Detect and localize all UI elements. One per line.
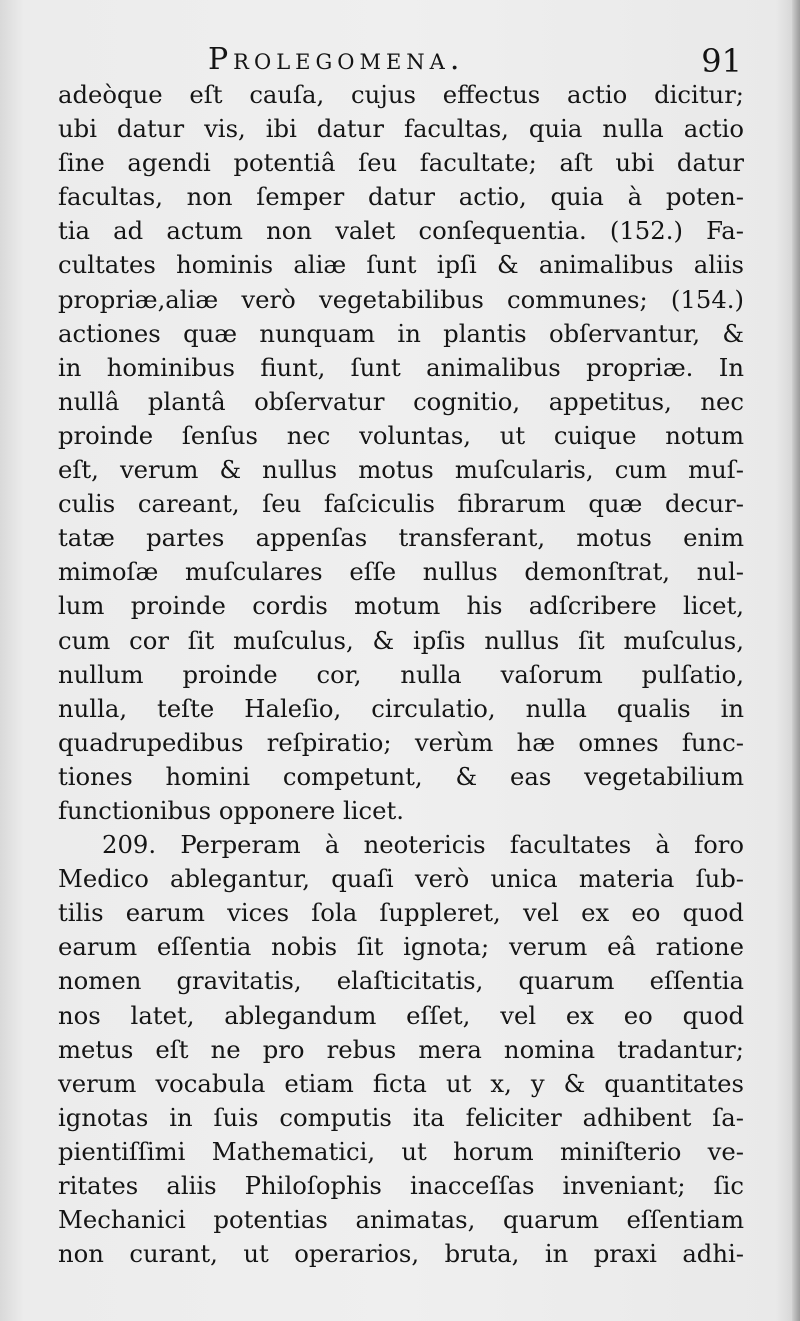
text-line: in hominibus fiunt, ſunt animalibus propriæ. In — [58, 352, 744, 382]
text-line: ubi datur vis, ibi datur facultas, quia nulla actio — [58, 114, 744, 144]
text-line: nos latet, ablegandum eſſet, vel ex eo quod — [58, 1000, 744, 1030]
text-line: Medico ablegantur, quaſi verò unica materia ſub- — [58, 864, 744, 894]
text-line: verum vocabula etiam ficta ut x, y & quantitates — [58, 1068, 744, 1098]
text-line: eſt, verum & nullus motus muſcularis, cum muſ- — [58, 455, 744, 485]
text-line: Mechanici potentias animatas, quarum eſſentiam — [58, 1205, 744, 1235]
page-edge-shadow — [792, 0, 800, 1321]
text-line: cultates hominis aliæ ſunt ipſi & animalibus aliis — [58, 250, 744, 280]
text-line: earum eſſentia nobis ſit ignota; verum eâ ratione — [58, 932, 744, 962]
text-line: cum cor ſit muſculus, & ipſis nullus ſit muſculus, — [58, 625, 744, 655]
paragraph-start-line: 209. Perperam à neotericis facultates à foro — [102, 830, 744, 860]
text-line: ſine agendi potentiâ ſeu facultate; aſt ubi datur — [58, 148, 744, 178]
text-line: nullâ plantâ obſervatur cognitio, appetitus, nec — [58, 386, 744, 416]
text-line: nullum proinde cor, nulla vaſorum pulſatio, — [58, 659, 744, 689]
text-line: metus eſt ne pro rebus mera nomina tradantur; — [58, 1034, 744, 1064]
text-line: nulla, teſte Haleſio, circulatio, nulla qualis in — [58, 693, 744, 723]
text-line: non curant, ut operarios, bruta, in praxi adhi- — [58, 1239, 744, 1269]
text-line: tiones homini competunt, & eas vegetabilium — [58, 761, 744, 791]
page-number: 91 — [701, 42, 742, 80]
text-line: tia ad actum non valet conſequentia. (152.) Fa- — [58, 216, 744, 246]
text-line: ritates aliis Philoſophis inacceſſas inveniant; ſic — [58, 1171, 744, 1200]
text-line: pientiſſimi Mathematici, ut horum miniſterio ve- — [58, 1136, 744, 1166]
text-line: culis careant, ſeu faſciculis fibrarum quæ decur- — [58, 489, 744, 519]
text-line: tatæ partes appenſas transferant, motus enim — [58, 523, 744, 553]
text-line: proinde ſenſus nec voluntas, ut cuique notum — [58, 420, 744, 450]
text-line: lum proinde cordis motum his adſcribere licet, — [58, 591, 744, 621]
text-line: quadrupedibus reſpiratio; verùm hæ omnes func- — [58, 727, 744, 757]
text-line: propriæ,aliæ verò vegetabilibus communes; (154.) — [58, 284, 744, 314]
body-text — [58, 78, 744, 1271]
text-line: ignotas in ſuis computis ita feliciter adhibent ſa- — [58, 1102, 744, 1132]
text-line: functionibus opponere licet. — [58, 795, 404, 825]
text-line: actiones quæ nunquam in plantis obſervantur, & — [58, 318, 744, 348]
running-title: Prolegomena. — [208, 42, 465, 77]
text-line: adeòque eſt cauſa, cujus effectus actio dicitur; — [58, 80, 744, 109]
text-line: facultas, non ſemper datur actio, quia à poten- — [58, 182, 744, 212]
text-line: tilis earum vices ſola ſuppleret, vel ex eo quod — [58, 898, 744, 928]
text-line: nomen gravitatis, elaſticitatis, quarum eſſentia — [58, 966, 744, 996]
text-line: mimoſæ muſculares eſſe nullus demonſtrat, nul- — [58, 557, 744, 587]
